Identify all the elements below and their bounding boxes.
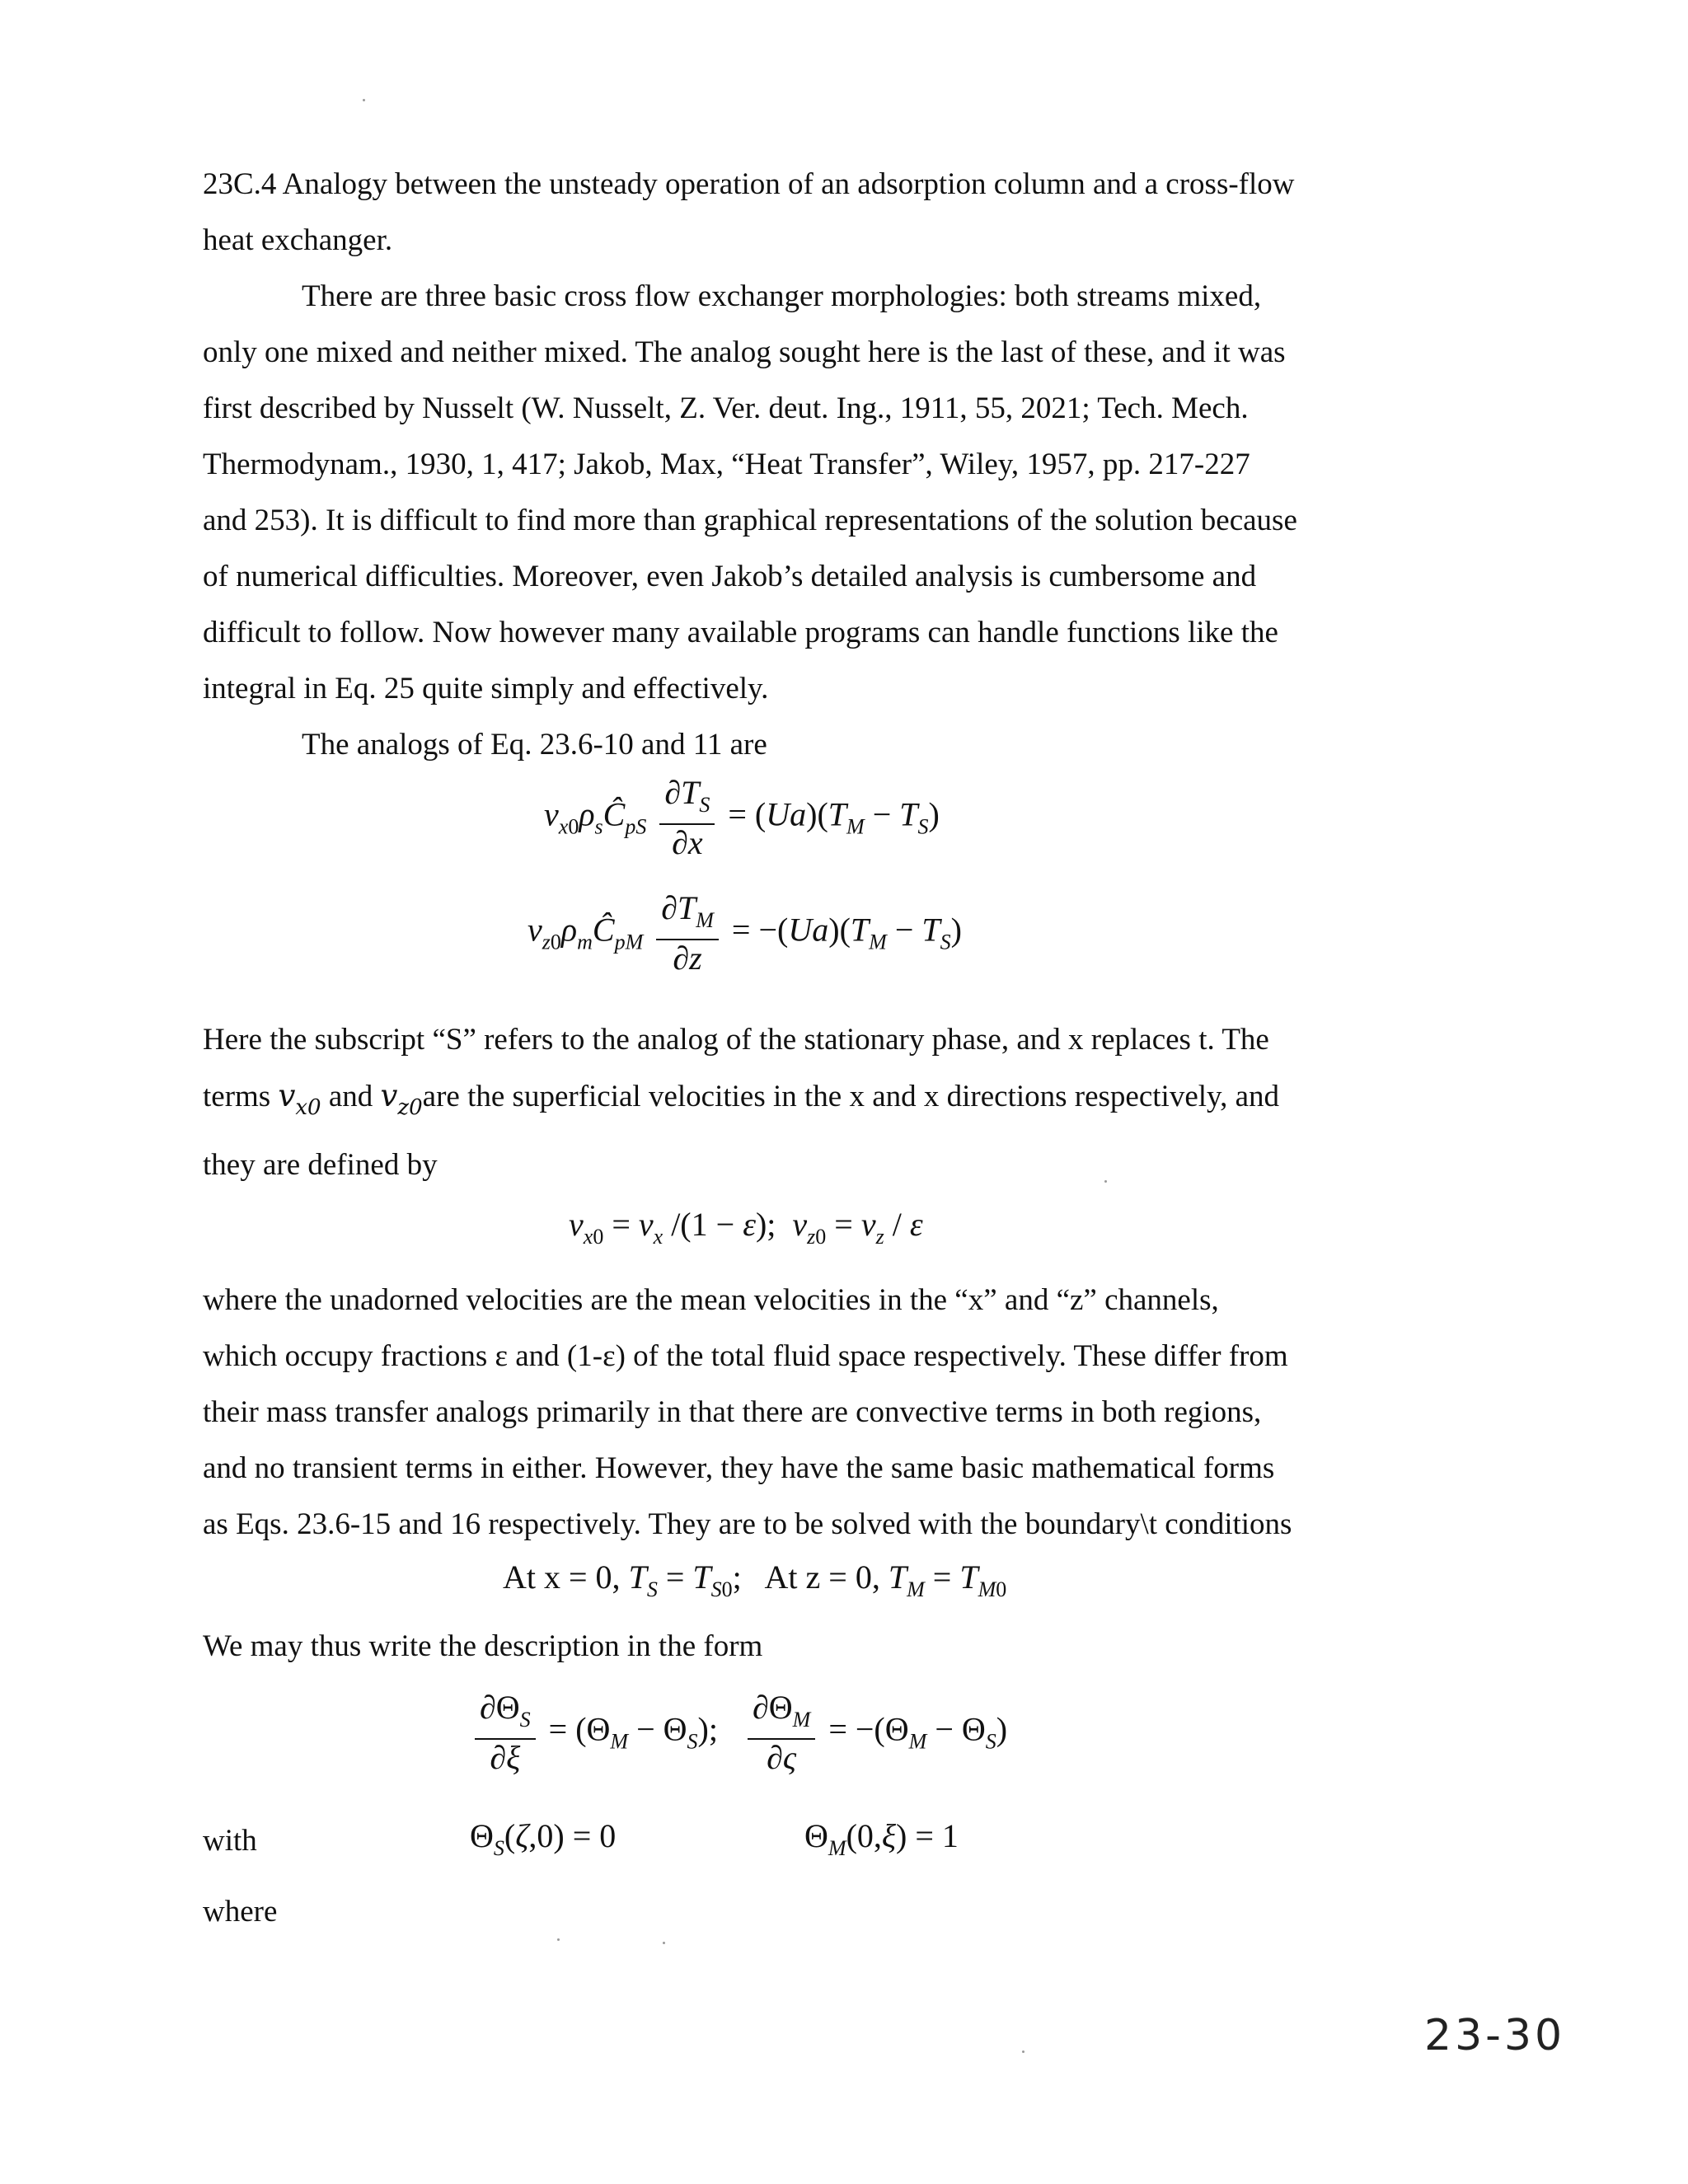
velocity-x0-symbol: $v_{x0}$ (278, 1078, 321, 1120)
initial-condition-s: $\Theta_S(\zeta,0) = 0$ (470, 1817, 617, 1860)
body-text-line: where the unadorned velocities are the mean velocities in the “x” and “z” channels, (203, 1283, 1219, 1317)
body-text-line: Thermodynam., 1930, 1, 417; Jakob, Max, “Heat Transfer”, Wiley, 1957, pp. 217-227 (203, 448, 1250, 481)
initial-condition-m: $\Theta_M(0,\xi) = 1$ (804, 1817, 959, 1860)
body-text-line: and no transient terms in either. However, they have the same basic mathematical forms (203, 1451, 1275, 1485)
body-text-line: and 253). It is difficult to find more than graphical representations of the solution because (203, 504, 1297, 537)
velocity-terms-text: the superficial velocities in the x and x directions respectively, and (467, 1080, 1280, 1113)
with-label: with (203, 1824, 257, 1858)
equation-stationary-phase: $v_{x0}\rho_sĈ_{pS}$ $\frac{\partial T_S}{\partial x}$ = $(Ua)(T_M - T_S)$ (544, 774, 940, 861)
section-heading-line-2: heat exchanger. (203, 223, 393, 257)
body-text-line: difficult to follow. Now however many available programs can handle functions like the (203, 616, 1278, 649)
body-text-line: There are three basic cross flow exchanger morphologies: both streams mixed, (302, 279, 1262, 313)
boundary-conditions: At x = 0, $T_S = T_{S0}$; At z = 0, $T_M = T_{M0}$ (503, 1558, 1007, 1601)
body-text-line: their mass transfer analogs primarily in that there are convective terms in both regions, (203, 1395, 1262, 1429)
where-label: where (203, 1895, 278, 1929)
page-number-handwritten: 23-30 (1424, 2011, 1566, 2060)
scan-speck (557, 1938, 560, 1941)
body-text-line: integral in Eq. 25 quite simply and effectively. (203, 672, 769, 705)
body-text-line: We may thus write the description in the form (203, 1629, 763, 1663)
body-text-line: first described by Nusselt (W. Nusselt, Z. Ver. deut. Ing., 1911, 55, 2021; Tech. Mech. (203, 391, 1249, 425)
equation-mobile-phase: $v_{z0}\rho_mĈ_{pM}$ $\frac{\partial T_M}{\partial z}$ = $-(Ua)(T_M - T_S)$ (528, 889, 962, 977)
velocity-terms-line (203, 1078, 1279, 1126)
scan-speck (1104, 1180, 1107, 1183)
are-word: are (422, 1080, 460, 1113)
equation-velocity-definition: $v_{x0} = v_x$ /(1 − ε); $v_{z0} = v_z / \varepsilon$ (569, 1206, 923, 1249)
body-text-line: they are defined by (203, 1148, 438, 1182)
boundary-at-z: At z = 0, (764, 1558, 880, 1596)
scan-speck (663, 1942, 665, 1944)
velocity-z0-symbol: $v_{z0}$ (380, 1078, 423, 1120)
and-word: and (328, 1080, 373, 1113)
terms-word: terms (203, 1080, 271, 1113)
body-text-line: of numerical difficulties. Moreover, even Jakob’s detailed analysis is cumbersome and (203, 560, 1257, 593)
body-text-line: only one mixed and neither mixed. The analog sought here is the last of these, and it was (203, 335, 1286, 369)
body-text-line: which occupy fractions ε and (1-ε) of the total fluid space respectively. These differ from (203, 1339, 1288, 1373)
body-text-line: as Eqs. 23.6-15 and 16 respectively. They are to be solved with the boundary\t conditions (203, 1507, 1292, 1541)
analogs-intro-text: The analogs of Eq. 23.6-10 and 11 are (302, 728, 767, 762)
body-text-line: Here the subscript “S” refers to the analog of the stationary phase, and x replaces t. The (203, 1023, 1269, 1057)
equation-dimensionless: $\frac{\partial\Theta_S}{\partial\xi}$ = $(\Theta_M - \Theta_S)$; $\frac{\partial\Theta_M}{\partial\varsigma}$ = $-(\Theta_M - \Theta_S)$ (470, 1690, 1007, 1776)
boundary-at-x: At x = 0, (503, 1558, 621, 1596)
scan-speck (363, 99, 365, 101)
section-heading-line-1: 23C.4 Analogy between the unsteady operation of an adsorption column and a cross-flow (203, 167, 1295, 201)
scan-speck (1022, 2050, 1025, 2053)
